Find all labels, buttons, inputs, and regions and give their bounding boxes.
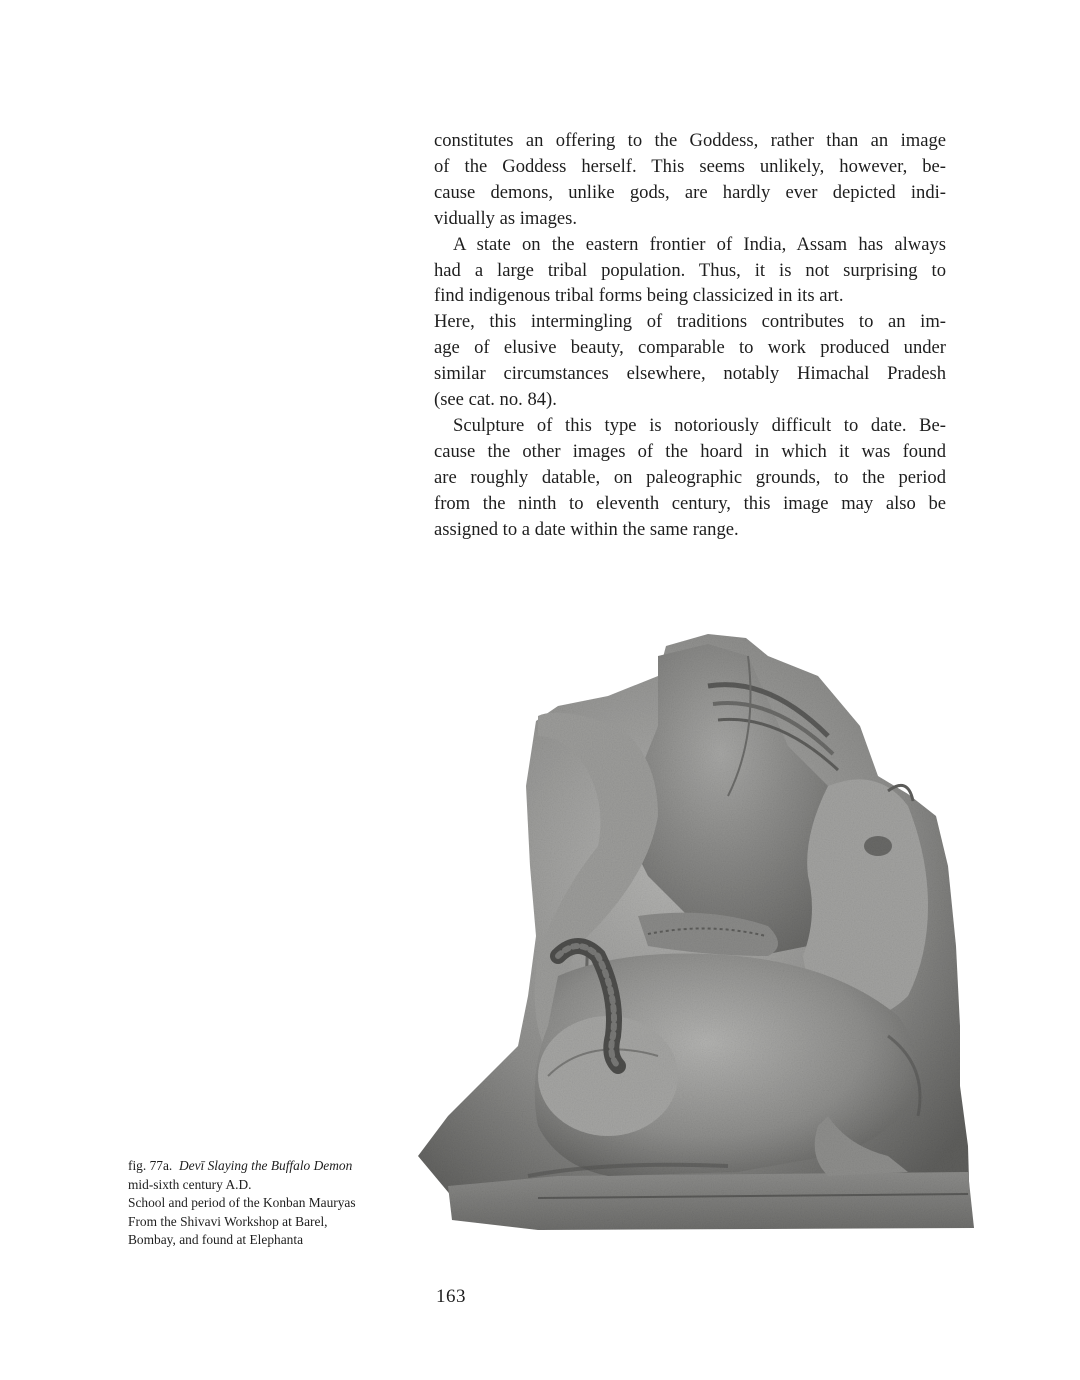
body-line: had a large tribal population. Thus, it is not surprising to (434, 259, 946, 281)
caption-line: School and period of the Konban Mauryas (128, 1195, 356, 1211)
body-line: are roughly datable, on paleographic grounds, to the period (434, 466, 946, 488)
body-line: A state on the eastern frontier of India, Assam has always (453, 233, 946, 255)
caption-line: Bombay, and found at Elephanta (128, 1232, 304, 1248)
caption-line: mid-sixth century A.D. (128, 1176, 252, 1192)
body-line: of the Goddess herself. This seems unlikely, however, be- (434, 155, 946, 177)
body-line: (see cat. no. 84). (434, 389, 557, 411)
body-line: constitutes an offering to the Goddess, rather than an image (434, 130, 946, 151)
body-line: vidually as images. (434, 207, 578, 229)
body-line: from the ninth to eleventh century, this image may also be (434, 492, 946, 514)
caption-fig-label: fig. 77a. (128, 1158, 173, 1173)
body-line: similar circumstances elsewhere, notably Himachal Pradesh (434, 363, 946, 385)
figure-caption (128, 1157, 418, 1250)
body-line: Here, this intermingling of traditions contributes to an im- (434, 311, 946, 333)
body-line: cause demons, unlike gods, are hardly ever depicted indi- (434, 181, 946, 203)
body-line: age of elusive beauty, comparable to work produced under (434, 337, 946, 359)
caption-title: Devī Slaying the Buffalo Demon (178, 1158, 353, 1173)
sculpture-illustration (408, 616, 980, 1236)
body-line: assigned to a date within the same range. (434, 518, 739, 540)
body-line: cause the other images of the hoard in which it was found (434, 440, 946, 462)
body-text (434, 128, 946, 543)
caption-title-line (128, 1157, 418, 1176)
body-line: find indigenous tribal forms being classicized in its art. (434, 285, 844, 307)
body-line: Sculpture of this type is notoriously difficult to date. Be- (453, 414, 946, 436)
sculpture-photograph (408, 616, 980, 1236)
caption-line: From the Shivavi Workshop at Barel, (128, 1213, 328, 1229)
page-number: 163 (436, 1286, 466, 1307)
